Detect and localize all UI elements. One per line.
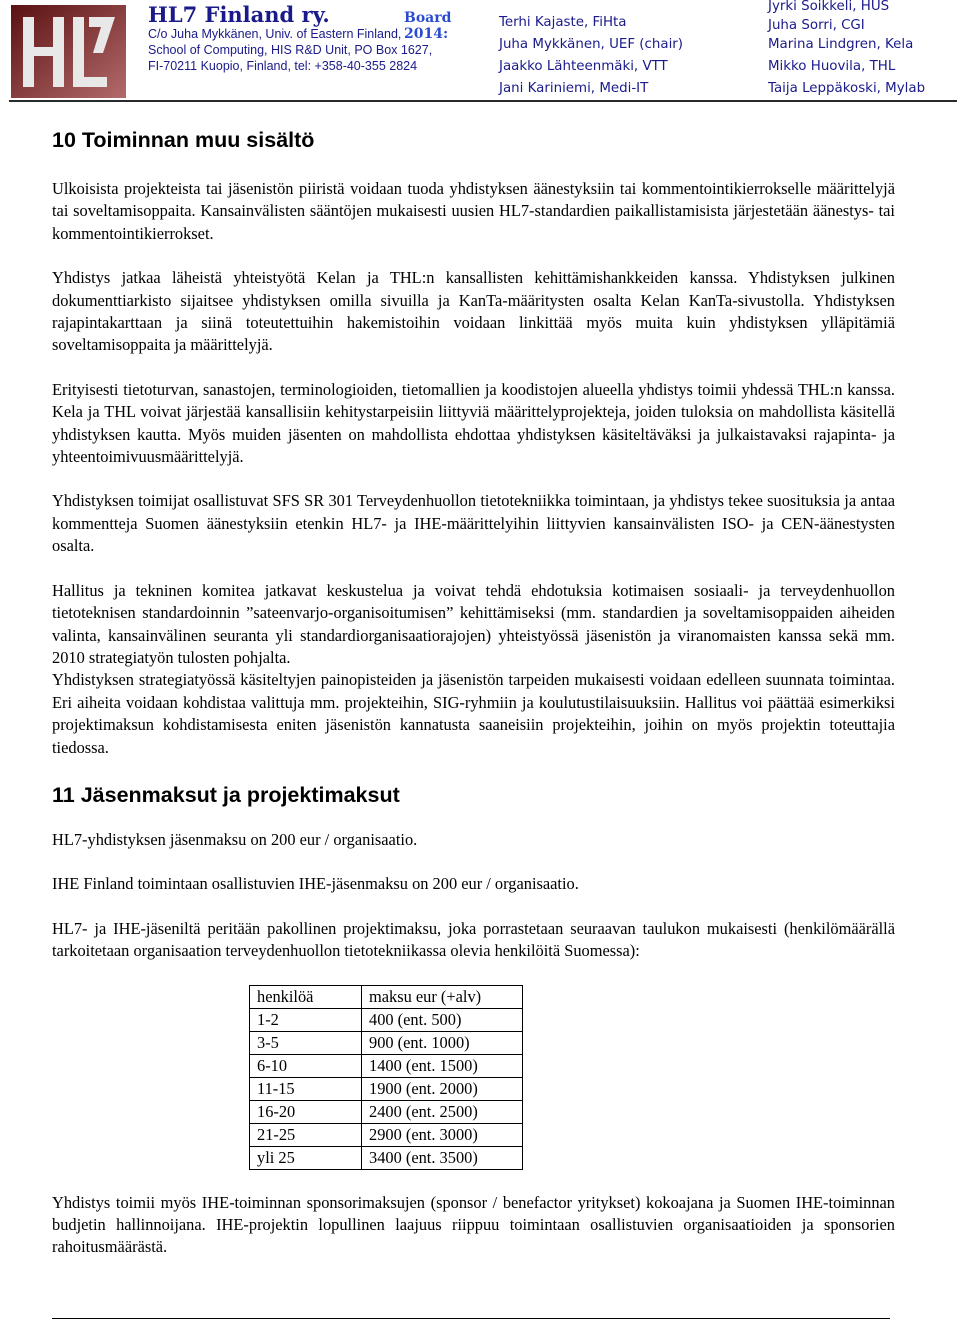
- org-name: HL7 Finland ry.: [148, 2, 330, 27]
- table-cell: 3400 (ent. 3500): [362, 1146, 523, 1169]
- table-cell: 1-2: [250, 1008, 362, 1031]
- table-cell: 1900 (ent. 2000): [362, 1077, 523, 1100]
- table-cell: yli 25: [250, 1146, 362, 1169]
- letterhead: [0, 0, 960, 104]
- paragraph: IHE Finland toimintaan osallistuvien IHE-jäsenmaksu on 200 eur / organisaatio.: [52, 874, 579, 894]
- board-member: Terhi Kajaste, FiHta: [499, 15, 627, 30]
- board-member: Jani Kariniemi, Medi-IT: [499, 81, 649, 96]
- table-header-row: [250, 985, 523, 1008]
- paragraph: Yhdistys jatkaa läheistä yhteistyötä Kelan ja THL:n kansallisten kehittämishankkeiden kanssa. Yhdistyksen julkinen dokumenttiarkisto sijaitsee yhdistyksen omilla sivuilla ja KanTa-määritysten osalta Kelan KanTa-sivustolla. Yhdistyksen rajapintakarttaan ja siinä toteutettuihin hakemistoihin voidaan linkittää myös muita kuin yhdistyksen ylläpitämiä soveltamisoppaita ja määrittelyjä.: [52, 268, 895, 355]
- table-cell: 400 (ent. 500): [362, 1008, 523, 1031]
- paragraph: HL7-yhdistyksen jäsenmaksu on 200 eur / organisaatio.: [52, 829, 418, 849]
- paragraph: Yhdistys toimii myös IHE-toiminnan sponsorimaksujen (sponsor / benefactor yritykset) kokoajana ja Suomen IHE-toiminnan budjetin hallinnoijana. IHE-projektin lopullinen laajuus riippuu toimintaan osallistuvien organisaatioiden ja sponsorien rahoitusmäärästä.: [52, 1192, 895, 1257]
- table-row: [250, 1077, 523, 1100]
- header-divider: [9, 100, 957, 102]
- table-cell: 1400 (ent. 1500): [362, 1054, 523, 1077]
- address-line: School of Computing, HIS R&D Unit, PO Box 1627,: [148, 43, 433, 57]
- table-cell: 2900 (ent. 3000): [362, 1123, 523, 1146]
- address-line: FI-70211 Kuopio, Finland, tel: +358-40-355 2824: [148, 59, 418, 73]
- column-header: maksu eur (+alv): [362, 985, 523, 1008]
- table-row: [250, 1008, 523, 1031]
- paragraph: Ulkoisista projekteista tai jäsenistön piiristä voidaan tuoda yhdistyksen äänestyksiin tai kommentointikierrokselle määrittelyjä tai soveltamisoppaita. Kansainvälisten sääntöjen mukaisesti uusien HL7-standardien paikallistamisista järjestetään äänestys- tai kommentointikierrokset.: [52, 179, 895, 243]
- table-cell: 900 (ent. 1000): [362, 1031, 523, 1054]
- board-member: Marina Lindgren, Kela: [768, 37, 914, 52]
- paragraph: HL7- ja IHE-jäseniltä peritään pakollinen projektimaksu, joka porrastetaan seuraavan taulukon mukaisesti (henkilömäärällä tarkoitetaan organisaation terveydenhuollon tietotekniikassa olevia henkilöitä Suomessa):: [52, 918, 895, 961]
- project-fee-table: [249, 985, 523, 1170]
- board-member: Jyrki Soikkeli, HUS: [768, 0, 890, 14]
- table-cell: 3-5: [250, 1031, 362, 1054]
- table-cell: 2400 (ent. 2500): [362, 1100, 523, 1123]
- table-cell: 21-25: [250, 1123, 362, 1146]
- org-address-block: [148, 4, 493, 74]
- board-member: Juha Mykkänen, UEF (chair): [499, 37, 684, 52]
- section-10-heading: 10 Toiminnan muu sisältö: [52, 128, 315, 152]
- board-member: Taija Leppäkoski, Mylab: [768, 81, 926, 96]
- board-member: Mikko Huovila, THL: [768, 59, 896, 74]
- table-row: [250, 1031, 523, 1054]
- table-cell: 11-15: [250, 1077, 362, 1100]
- table-row: [250, 1123, 523, 1146]
- footer-divider: [52, 1318, 890, 1319]
- paragraph: Yhdistyksen strategiatyössä käsiteltyjen painopisteiden ja jäsenistön tarpeiden mukaisesti voidaan edelleen suunnata toimintaa. Eri aiheita voidaan kohdistaa valittuja mm. projekteihin, SIG-ryhmiin ja koulutustilaisuuksiin. Hallitus voi päättää esimerkiksi projektimaksun kohdistamisesta eniten jäsenistön kannatusta saaneisiin projekteihin, joihin on myös projektin toteuttajia tiedossa.: [52, 670, 895, 757]
- table-row: [250, 1100, 523, 1123]
- board-member: Jaakko Lähteenmäki, VTT: [499, 59, 668, 74]
- table-row: [250, 1054, 523, 1077]
- board-member: Juha Sorri, CGI: [768, 18, 865, 33]
- hl7-logo-icon: [11, 5, 126, 98]
- table-cell: 16-20: [250, 1100, 362, 1123]
- table-cell: 6-10: [250, 1054, 362, 1077]
- paragraph: Erityisesti tietoturvan, sanastojen, terminologioiden, tietomallien ja koodistojen alueella yhdistys toimii yhdessä THL:n kanssa. Kela ja THL voivat järjestää kansallisiin kehitystarpeisiin liittyviä määrittelyprojekteja, joiden tuloksia on mahdollista käsitellä yhdistyksen kautta. Myös muiden jäsenten on mahdollista ehdottaa yhdistyksen käsiteltäväksi ja julkaistavaksi rajapinta- ja yhteentoimivuusmäärittelyjä.: [52, 379, 895, 467]
- table-row: [250, 1146, 523, 1169]
- section-11-heading: 11 Jäsenmaksut ja projektimaksut: [52, 782, 400, 807]
- paragraph: Hallitus ja tekninen komitea jatkavat keskustelua ja voivat tehdä ehdotuksia kotimaisen sosiaali- ja terveydenhuollon tietoteknisen standardoinnin ”sateenvarjo-organisoitumisen” kehittämiseksi (mm. standardien ja soveltamisoppaiden aiheiden valinta, kansainvälinen seuranta yli standardiorganisaatiorajojen) yhteistyössä jäsenistön ja viranomaisten kanssa sekä mm. 2010 strategiatyön tulosten pohjalta.: [52, 580, 895, 667]
- board-label: Board 2014:: [404, 10, 452, 42]
- column-header: henkilöä: [250, 985, 362, 1008]
- document-body: [52, 126, 895, 1259]
- address-line: C/o Juha Mykkänen, Univ. of Eastern Finland,: [148, 27, 402, 41]
- paragraph: Yhdistyksen toimijat osallistuvat SFS SR 301 Terveydenhuollon tietotekniikka toimintaan, ja yhdistys tekee suosituksia ja antaa kommentteja Suomen äänestyksiin etenkin HL7- ja IHE-määrittelyihin liittyvien kansainvälisten ISO- ja CEN-äänestysten osalta.: [52, 491, 895, 556]
